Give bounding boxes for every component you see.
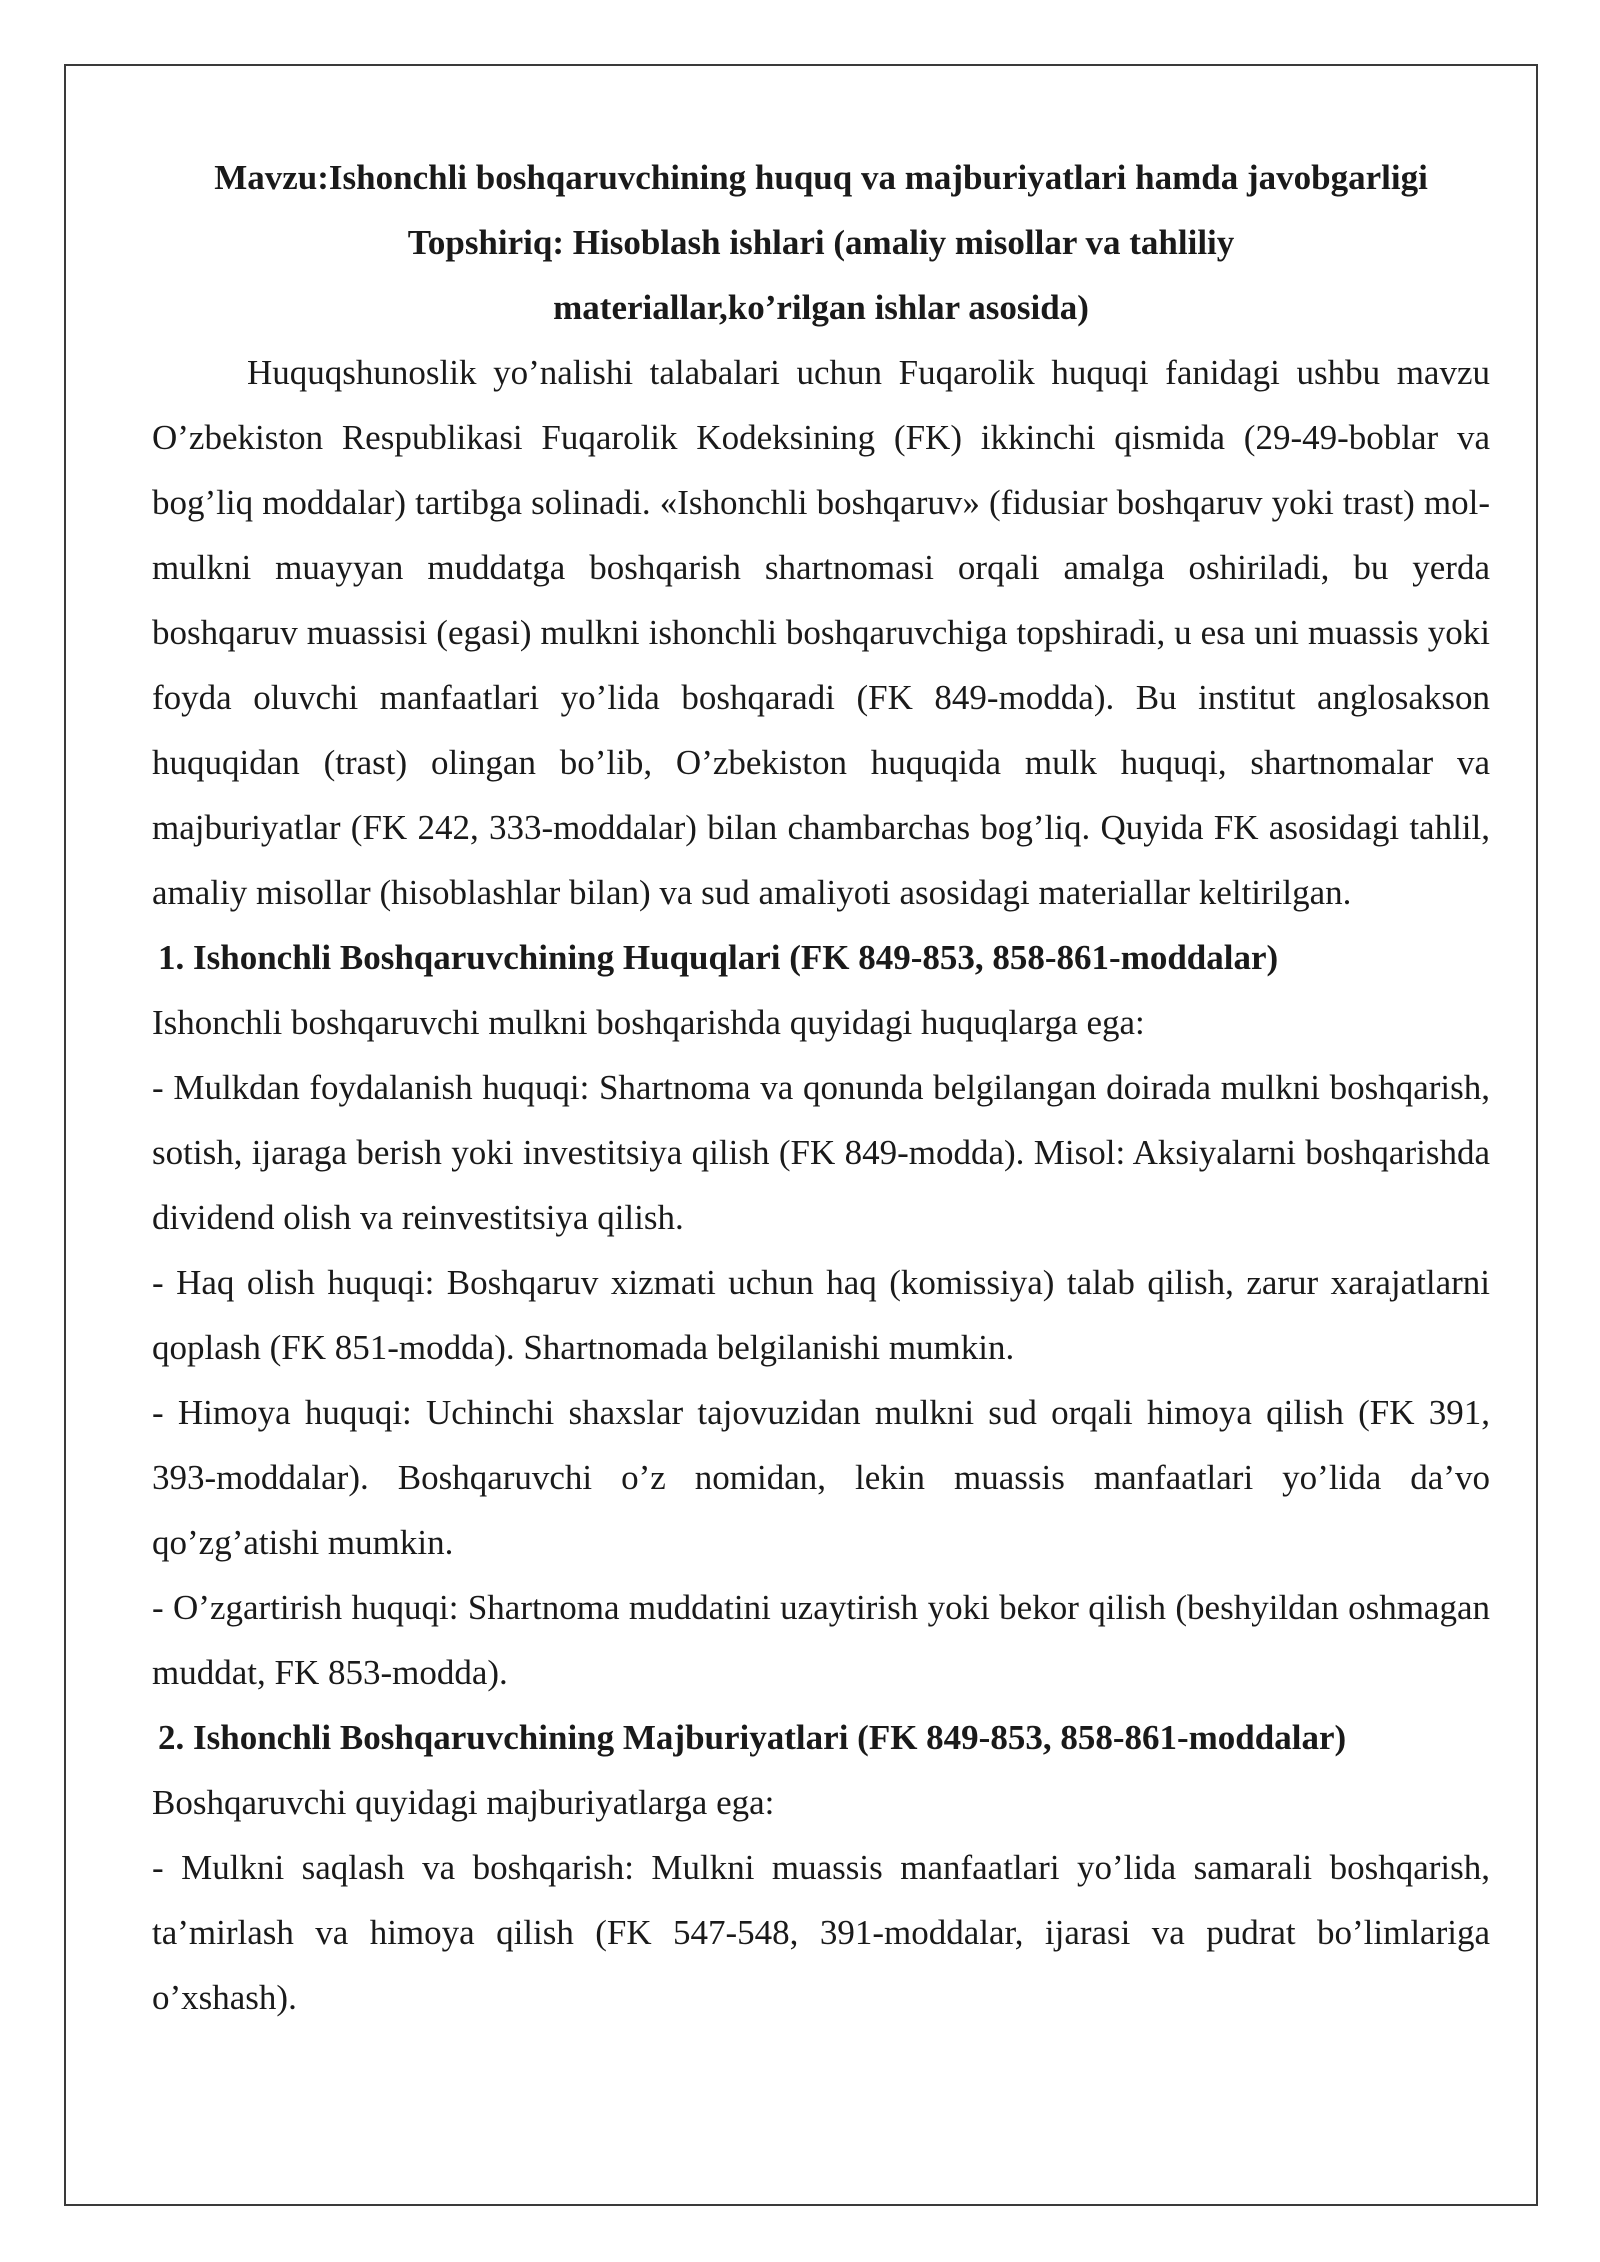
document-task: Topshiriq: Hisoblash ishlari (amaliy misollar va tahliliy materiallar,ko’rilgan ishlar asosida): [407, 223, 1235, 327]
document-body: [152, 145, 1490, 2030]
section-1-heading: 1. Ishonchli Boshqaruvchining Huquqlari (FK 849-853, 858-861-moddalar): [158, 938, 1279, 977]
document-title: Mavzu:Ishonchli boshqaruvchining huquq va majburiyatlari hamda javobgarligi: [214, 158, 1428, 197]
section-2-item: - Mulkni saqlash va boshqarish: Mulkni muassis manfaatlari yo’lida samarali boshqarish, ta’mirlash va himoya qilish (FK 547-548, 391-moddalar, ijarasi va pudrat bo’limlariga o’xshash).: [152, 1848, 1490, 2017]
section-2-heading: 2. Ishonchli Boshqaruvchining Majburiyatlari (FK 849-853, 858-861-moddalar): [158, 1718, 1347, 1757]
section-2-lead: Boshqaruvchi quyidagi majburiyatlarga ega:: [152, 1783, 775, 1822]
section-1-item: - Himoya huquqi: Uchinchi shaxslar tajovuzidan mulkni sud orqali himoya qilish (FK 391, 393-moddalar). Boshqaruvchi o’z nomidan, lekin muassis manfaatlari yo’lida da’vo qo’zg’atishi mumkin.: [152, 1393, 1490, 1562]
intro-paragraph: Huquqshunoslik yo’nalishi talabalari uchun Fuqarolik huquqi fanidagi ushbu mavzu O’zbekiston Respublikasi Fuqarolik Kodeksining (FK) ikkinchi qismida (29-49-boblar va bog’liq moddalar) tartibga solinadi. «Ishonchli boshqaruv» (fidusiar boshqaruv yoki trast) mol-mulkni muayyan muddatga boshqarish shartnomasi orqali amalga oshiriladi, bu yerda boshqaruv muassisi (egasi) mulkni ishonchli boshqaruvchiga topshiradi, u esa uni muassis yoki foyda oluvchi manfaatlari yo’lida boshqaradi (FK 849-modda). Bu institut anglosakson huquqidan (trast) olingan bo’lib, O’zbekiston huquqida mulk huquqi, shartnomalar va majburiyatlar (FK 242, 333-moddalar) bilan chambarchas bog’liq. Quyida FK asosidagi tahlil, amaliy misollar (hisoblashlar bilan) va sud amaliyoti asosidagi materiallar keltirilgan.: [152, 353, 1490, 912]
section-1-item: - Haq olish huquqi: Boshqaruv xizmati uchun haq (komissiya) talab qilish, zarur xarajatlarni qoplash (FK 851-modda). Shartnomada belgilanishi mumkin.: [152, 1263, 1490, 1367]
section-1-item: - Mulkdan foydalanish huquqi: Shartnoma va qonunda belgilangan doirada mulkni boshqarish, sotish, ijaraga berish yoki investitsiya qilish (FK 849-modda). Misol: Aksiyalarni boshqarishda dividend olish va reinvestitsiya qilish.: [152, 1068, 1490, 1237]
section-1-item: - O’zgartirish huquqi: Shartnoma muddatini uzaytirish yoki bekor qilish (beshyildan oshmagan muddat, FK 853-modda).: [152, 1588, 1490, 1692]
section-1-lead: Ishonchli boshqaruvchi mulkni boshqarishda quyidagi huquqlarga ega:: [152, 1003, 1145, 1042]
